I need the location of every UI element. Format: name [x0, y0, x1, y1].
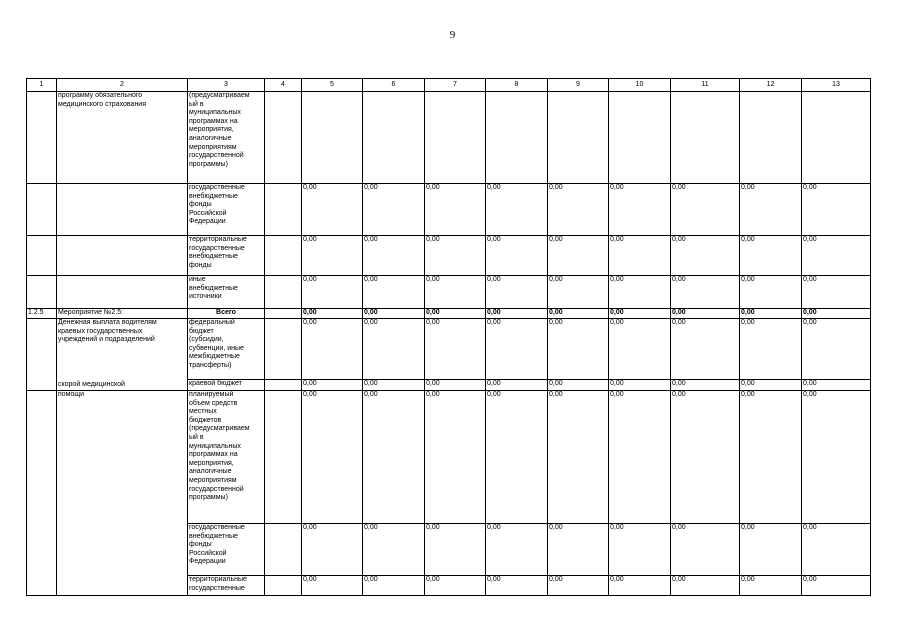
value-cell: 0,00	[740, 236, 802, 276]
table-row	[27, 184, 871, 236]
column-header: 13	[802, 79, 871, 92]
value-cell: 0,00	[425, 276, 486, 309]
value-cell: 0,00	[363, 524, 425, 576]
value-cell: 0,00	[802, 276, 871, 309]
funding-source: планируемый объем средств местных бюджетов (предусматриваем ый в муниципальных программах на мероприятия, аналогичные мероприятиям государственной программы)	[188, 391, 265, 524]
value-cell: 0,00	[802, 309, 871, 319]
value-cell: 0,00	[363, 380, 425, 391]
table-row	[27, 576, 871, 596]
column-header: 6	[363, 79, 425, 92]
value-cell: 0,00	[486, 309, 548, 319]
value-cell: 0,00	[671, 380, 740, 391]
column-header: 10	[609, 79, 671, 92]
value-cell: 0,00	[609, 576, 671, 596]
table-header-row	[27, 79, 871, 92]
value-cell: 0,00	[302, 236, 363, 276]
row-code	[27, 276, 57, 309]
value-cell: 0,00	[802, 576, 871, 596]
value-cell: 0,00	[802, 184, 871, 236]
value-cell: 0,00	[486, 576, 548, 596]
table-row	[27, 524, 871, 576]
value-cell: 0,00	[302, 276, 363, 309]
funding-source: территориальные государственные	[188, 576, 265, 596]
funding-source: Всего	[188, 309, 265, 319]
column-header: 2	[57, 79, 188, 92]
funding-source: государственные внебюджетные фонды Российской Федерации	[188, 524, 265, 576]
value-cell: 0,00	[302, 576, 363, 596]
value-cell: 0,00	[609, 184, 671, 236]
value-cell: 0,00	[425, 309, 486, 319]
row-code	[27, 524, 57, 576]
value-cell: 0,00	[548, 524, 609, 576]
value-cell: 0,00	[671, 391, 740, 524]
value-cell: 0,00	[802, 524, 871, 576]
value-cell: 0,00	[302, 380, 363, 391]
funding-source: государственные внебюджетные фонды Российской Федерации	[188, 184, 265, 236]
value-cell: 0,00	[740, 319, 802, 380]
value-cell: 0,00	[548, 391, 609, 524]
value-cell: 0,00	[740, 184, 802, 236]
value-cell: 0,00	[425, 380, 486, 391]
value-cell: 0,00	[425, 184, 486, 236]
value-cell: 0,00	[486, 276, 548, 309]
value-cell: 0,00	[363, 391, 425, 524]
value-cell: 0,00	[548, 184, 609, 236]
measure-name	[57, 184, 188, 236]
measure-name: Мероприятие №2.5:	[57, 309, 188, 319]
value-cell: 0,00	[548, 309, 609, 319]
page-number: 9	[449, 29, 456, 41]
column-header: 1	[27, 79, 57, 92]
value-cell: 0,00	[609, 309, 671, 319]
value-cell: 0,00	[425, 391, 486, 524]
value-cell: 0,00	[671, 576, 740, 596]
measure-name	[57, 276, 188, 309]
table-row	[27, 391, 871, 524]
value-cell: 0,00	[671, 184, 740, 236]
value-cell: 0,00	[802, 319, 871, 380]
row-code: 1.2.5	[27, 309, 57, 319]
value-cell: 0,00	[425, 576, 486, 596]
table-row	[27, 92, 871, 184]
row-code	[27, 576, 57, 596]
value-cell: 0,00	[802, 380, 871, 391]
column-header: 12	[740, 79, 802, 92]
row-code	[27, 380, 57, 391]
value-cell: 0,00	[740, 309, 802, 319]
value-cell: 0,00	[609, 391, 671, 524]
value-cell: 0,00	[486, 184, 548, 236]
measure-name	[57, 524, 188, 576]
value-cell: 0,00	[671, 524, 740, 576]
value-cell: 0,00	[740, 524, 802, 576]
column-header: 8	[486, 79, 548, 92]
value-cell: 0,00	[609, 380, 671, 391]
measure-name	[57, 236, 188, 276]
value-cell: 0,00	[548, 380, 609, 391]
value-cell: 0,00	[548, 276, 609, 309]
row-code	[27, 319, 57, 380]
value-cell: 0,00	[671, 276, 740, 309]
value-cell: 0,00	[363, 276, 425, 309]
table-row	[27, 319, 871, 380]
value-cell: 0,00	[302, 524, 363, 576]
measure-name: программу обязательного медицинского страхования	[57, 92, 188, 184]
value-cell: 0,00	[425, 236, 486, 276]
value-cell: 0,00	[486, 380, 548, 391]
value-cell: 0,00	[548, 576, 609, 596]
column-header: 4	[265, 79, 302, 92]
value-cell: 0,00	[740, 391, 802, 524]
table-row	[27, 236, 871, 276]
value-cell: 0,00	[802, 236, 871, 276]
value-cell: 0,00	[425, 319, 486, 380]
column-header: 3	[188, 79, 265, 92]
measure-name	[57, 576, 188, 596]
value-cell: 0,00	[548, 319, 609, 380]
value-cell: 0,00	[802, 391, 871, 524]
value-cell: 0,00	[425, 524, 486, 576]
row-code	[27, 391, 57, 524]
table-row	[27, 380, 871, 391]
value-cell: 0,00	[302, 319, 363, 380]
value-cell: 0,00	[609, 276, 671, 309]
column-header: 11	[671, 79, 740, 92]
value-cell: 0,00	[609, 524, 671, 576]
value-cell: 0,00	[363, 236, 425, 276]
column-header: 7	[425, 79, 486, 92]
value-cell: 0,00	[486, 236, 548, 276]
value-cell: 0,00	[609, 236, 671, 276]
funding-source: краевой бюджет	[188, 380, 265, 391]
value-cell: 0,00	[740, 380, 802, 391]
row-code	[27, 236, 57, 276]
value-cell: 0,00	[302, 309, 363, 319]
value-cell: 0,00	[302, 391, 363, 524]
funding-source: иные внебюджетные источники	[188, 276, 265, 309]
table-row	[27, 276, 871, 309]
value-cell: 0,00	[548, 236, 609, 276]
value-cell: 0,00	[302, 184, 363, 236]
row-code	[27, 92, 57, 184]
measure-name: помощи	[57, 391, 188, 524]
funding-source: (предусматриваем ый в муниципальных программах на мероприятия, аналогичные мероприятиям государственной программы)	[188, 92, 265, 184]
value-cell: 0,00	[363, 319, 425, 380]
table-row-total	[27, 309, 871, 319]
value-cell: 0,00	[609, 319, 671, 380]
value-cell: 0,00	[363, 576, 425, 596]
measure-name: скорой медицинской	[57, 380, 188, 391]
value-cell: 0,00	[740, 276, 802, 309]
funding-source: территориальные государственные внебюджетные фонды	[188, 236, 265, 276]
value-cell: 0,00	[671, 319, 740, 380]
value-cell: 0,00	[486, 319, 548, 380]
column-header: 9	[548, 79, 609, 92]
funding-source: федеральный бюджет (субсидии, субвенции, иные межбюджетные трансферты)	[188, 319, 265, 380]
value-cell: 0,00	[740, 576, 802, 596]
row-code	[27, 184, 57, 236]
value-cell: 0,00	[486, 391, 548, 524]
column-header: 5	[302, 79, 363, 92]
budget-table	[26, 78, 871, 596]
value-cell: 0,00	[671, 236, 740, 276]
measure-name: Денежная выплата водителям краевых государственных учреждений и подразделений	[57, 319, 188, 380]
value-cell: 0,00	[363, 184, 425, 236]
value-cell: 0,00	[671, 309, 740, 319]
value-cell: 0,00	[486, 524, 548, 576]
value-cell: 0,00	[363, 309, 425, 319]
